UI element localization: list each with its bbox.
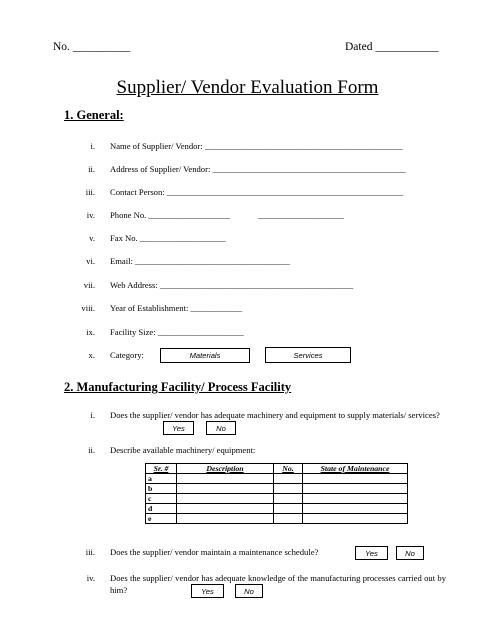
item-number: iii. [85, 547, 95, 557]
table-cell[interactable] [303, 514, 408, 524]
category-services-checkbox[interactable]: Services [265, 347, 351, 363]
page-title: Supplier/ Vendor Evaluation Form [116, 77, 379, 98]
table-cell[interactable] [303, 494, 408, 504]
maintenance-schedule-question: Does the supplier/ vendor maintain a maintenance schedule? [110, 547, 319, 557]
contact-person-field[interactable]: Contact Person: _______________________________________________________ [110, 187, 404, 197]
item-number: ix. [86, 327, 95, 337]
table-cell[interactable] [303, 484, 408, 494]
table-header-description: Description [177, 464, 274, 474]
table-cell[interactable] [274, 474, 303, 484]
item-number: iv. [86, 210, 95, 220]
process-knowledge-yes-checkbox[interactable]: Yes [191, 584, 224, 598]
category-label: Category: [110, 350, 144, 360]
machinery-question: Does the supplier/ vendor has adequate machinery and equipment to supply materials/ services? [110, 410, 440, 420]
table-cell[interactable] [274, 514, 303, 524]
table-cell[interactable] [274, 484, 303, 494]
table-header-no: No. [274, 464, 303, 474]
item-number: ii. [88, 445, 95, 455]
table-row-label: e [146, 514, 177, 524]
fax-field[interactable]: Fax No. ____________________ [110, 233, 226, 243]
document-number-label: No. __________ [53, 41, 131, 53]
machinery-yes-checkbox[interactable]: Yes [163, 421, 194, 435]
table-row [146, 494, 408, 504]
supplier-name-field[interactable]: Name of Supplier/ Vendor: ______________________________________________ [110, 141, 403, 151]
item-number: vii. [83, 280, 95, 290]
table-cell[interactable] [303, 504, 408, 514]
table-row [146, 504, 408, 514]
describe-machinery-label: Describe available machinery/ equipment: [110, 445, 256, 455]
process-knowledge-question: Does the supplier/ vendor has adequate knowledge of the manufacturing processes carried out by him? [110, 573, 446, 595]
item-number: v. [89, 233, 95, 243]
process-knowledge-no-checkbox[interactable]: No [235, 584, 263, 598]
item-number: ii. [88, 164, 95, 174]
maintenance-no-checkbox[interactable]: No [396, 546, 424, 560]
facility-size-field[interactable]: Facility Size: ____________________ [110, 327, 244, 337]
phone-field-secondary[interactable]: ____________________ [258, 210, 344, 220]
machinery-no-checkbox[interactable]: No [206, 421, 236, 435]
web-address-field[interactable]: Web Address: _____________________________________________ [110, 280, 354, 290]
table-row-label: a [146, 474, 177, 484]
table-header-sr: Sr. # [146, 464, 177, 474]
section-general-heading: 1. General: [64, 108, 124, 122]
table-cell[interactable] [177, 494, 274, 504]
table-row [146, 474, 408, 484]
dated-label: Dated ___________ [345, 41, 439, 53]
item-number: x. [88, 350, 95, 360]
table-row-label: b [146, 484, 177, 494]
item-number: iii. [85, 187, 95, 197]
item-number: vi. [86, 256, 95, 266]
table-cell[interactable] [274, 494, 303, 504]
table-row [146, 514, 408, 524]
table-cell[interactable] [177, 504, 274, 514]
item-number: viii. [81, 303, 95, 313]
item-number: i. [90, 141, 95, 151]
table-cell[interactable] [177, 514, 274, 524]
table-row-label: c [146, 494, 177, 504]
supplier-address-field[interactable]: Address of Supplier/ Vendor: _____________________________________________ [110, 164, 406, 174]
year-established-field[interactable]: Year of Establishment: ____________ [110, 303, 243, 313]
table-row-label: d [146, 504, 177, 514]
table-cell[interactable] [177, 474, 274, 484]
table-header-state: State of Maintenance [303, 464, 408, 474]
maintenance-yes-checkbox[interactable]: Yes [355, 546, 388, 560]
item-number: iv. [86, 573, 95, 583]
email-field[interactable]: Email: ____________________________________ [110, 256, 290, 266]
item-number: i. [90, 410, 95, 420]
table-cell[interactable] [177, 484, 274, 494]
section-manufacturing-heading: 2. Manufacturing Facility/ Process Facility [64, 380, 292, 394]
phone-field[interactable]: Phone No. ___________________ [110, 210, 231, 220]
table-cell[interactable] [274, 504, 303, 514]
table-row [146, 484, 408, 494]
table-cell[interactable] [303, 474, 408, 484]
category-materials-checkbox[interactable]: Materials [160, 348, 250, 363]
machinery-table [145, 463, 408, 524]
